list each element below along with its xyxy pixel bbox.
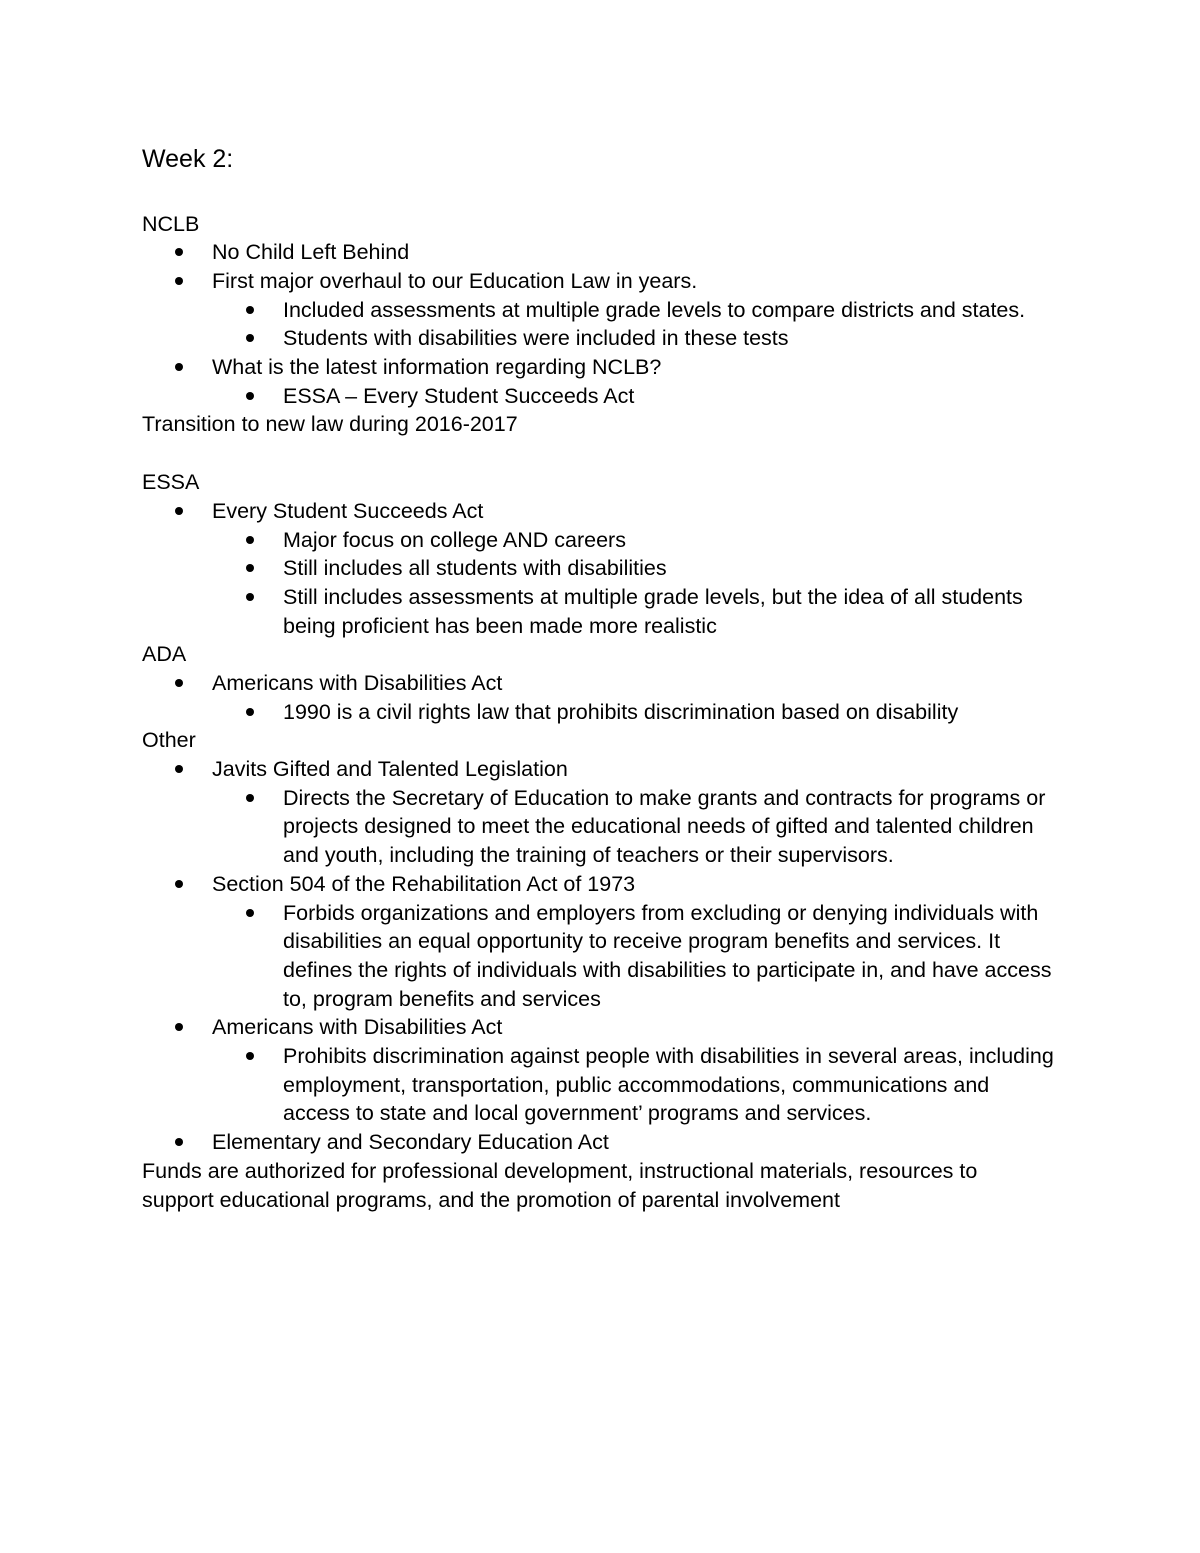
bullet-icon [175, 277, 183, 285]
sub-list-item: 1990 is a civil rights law that prohibits discrimination based on disability [283, 700, 959, 724]
list-item: Every Student Succeeds Act [212, 499, 484, 523]
paragraph-continuation: support educational programs, and the promotion of parental involvement [142, 1188, 840, 1212]
sub-list-item-continuation: defines the rights of individuals with disabilities to participate in, and have access [283, 958, 1052, 982]
sub-list-item-continuation: to, program benefits and services [283, 987, 601, 1011]
list-item: No Child Left Behind [212, 240, 410, 264]
list-item: Americans with Disabilities Act [212, 1015, 503, 1039]
bullet-icon [175, 1138, 183, 1146]
sub-list-item: Students with disabilities were included in these tests [283, 326, 789, 350]
bullet-icon [246, 334, 254, 342]
bullet-icon [246, 1052, 254, 1060]
section-heading-essa: ESSA [142, 470, 200, 494]
section-heading-other: Other [142, 728, 196, 752]
sub-list-item-continuation: employment, transportation, public accommodations, communications and [283, 1073, 990, 1097]
sub-list-item-continuation: disabilities an equal opportunity to receive program benefits and services. It [283, 929, 1001, 953]
list-item: Americans with Disabilities Act [212, 671, 503, 695]
bullet-icon [246, 593, 254, 601]
bullet-icon [246, 794, 254, 802]
paragraph: Funds are authorized for professional development, instructional materials, resources to [142, 1159, 978, 1183]
page-title: Week 2: [142, 145, 234, 173]
sub-list-item: Prohibits discrimination against people with disabilities in several areas, including [283, 1044, 1054, 1068]
bullet-icon [175, 507, 183, 515]
sub-list-item-continuation: being proficient has been made more realistic [283, 614, 717, 638]
bullet-icon [246, 909, 254, 917]
sub-list-item-continuation: access to state and local government’ programs and services. [283, 1101, 872, 1125]
sub-list-item: Still includes assessments at multiple grade levels, but the idea of all students [283, 585, 1023, 609]
sub-list-item: Forbids organizations and employers from excluding or denying individuals with [283, 901, 1039, 925]
bullet-icon [175, 765, 183, 773]
list-item: What is the latest information regarding NCLB? [212, 355, 662, 379]
sub-list-item: Major focus on college AND careers [283, 528, 626, 552]
bullet-icon [175, 1023, 183, 1031]
sub-list-item-continuation: and youth, including the training of teachers or their supervisors. [283, 843, 894, 867]
section-heading-nclb: NCLB [142, 212, 200, 236]
sub-list-item: Directs the Secretary of Education to make grants and contracts for programs or [283, 786, 1046, 810]
sub-list-item-continuation: projects designed to meet the educational needs of gifted and talented children [283, 814, 1034, 838]
list-item: First major overhaul to our Education Law in years. [212, 269, 698, 293]
list-item: Javits Gifted and Talented Legislation [212, 757, 568, 781]
list-item: Section 504 of the Rehabilitation Act of 1973 [212, 872, 636, 896]
bullet-icon [175, 679, 183, 687]
paragraph: Transition to new law during 2016-2017 [142, 412, 518, 436]
bullet-icon [246, 392, 254, 400]
bullet-icon [246, 306, 254, 314]
sub-list-item: Included assessments at multiple grade levels to compare districts and states. [283, 298, 1026, 322]
section-heading-ada: ADA [142, 642, 187, 666]
bullet-icon [175, 248, 183, 256]
sub-list-item: ESSA – Every Student Succeeds Act [283, 384, 635, 408]
bullet-icon [246, 536, 254, 544]
bullet-icon [246, 564, 254, 572]
bullet-icon [175, 363, 183, 371]
sub-list-item: Still includes all students with disabilities [283, 556, 667, 580]
bullet-icon [175, 880, 183, 888]
bullet-icon [246, 708, 254, 716]
list-item: Elementary and Secondary Education Act [212, 1130, 609, 1154]
